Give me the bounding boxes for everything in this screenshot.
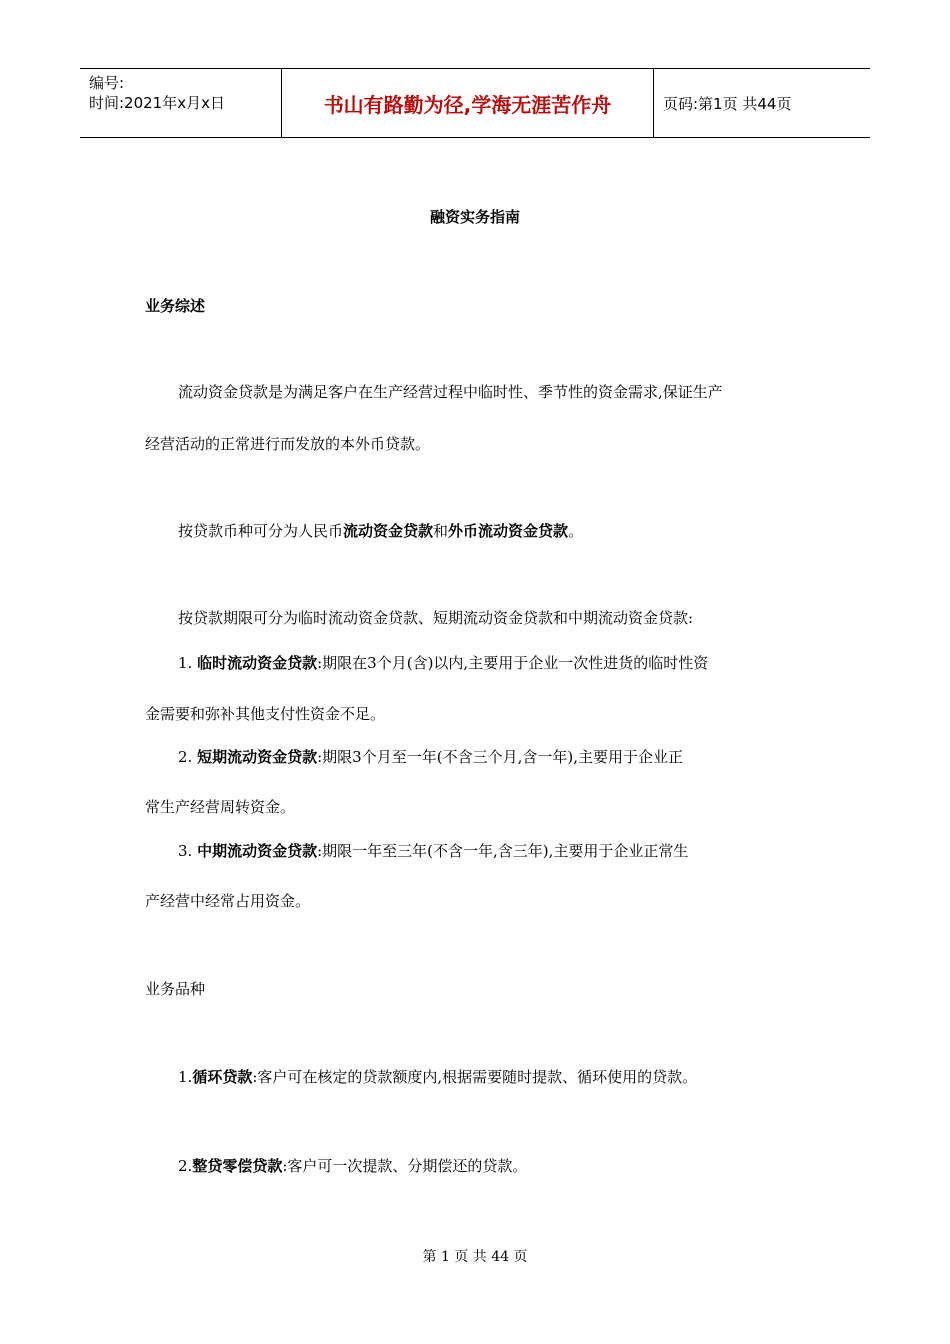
term-classification-intro: 按贷款期限可分为临时流动资金贷款、短期流动资金贷款和中期流动资金贷款: (178, 609, 694, 627)
term-item-1-line1: 1. 临时流动资金贷款:期限在3个月(含)以内,主要用于企业一次性进货的临时性资 (178, 654, 709, 672)
page-header (80, 68, 870, 138)
term-item-3-line2: 产经营中经常占用资金。 (145, 892, 311, 910)
page-footer: 第 1 页 共 44 页 (422, 1249, 528, 1265)
term-item-3-line1: 3. 中期流动资金贷款:期限一年至三年(不含一年,含三年),主要用于企业正常生 (178, 842, 689, 860)
header-left-cell (80, 69, 281, 137)
document-number-label: 编号: (89, 74, 125, 92)
intro-paragraph-line2: 经营活动的正常进行而发放的本外币贷款。 (145, 435, 431, 453)
section-heading-overview: 业务综述 (145, 297, 206, 315)
document-date: 时间:2021年x月x日 (89, 94, 225, 112)
term-item-2-line2: 常生产经营周转资金。 (145, 798, 296, 816)
currency-classification: 按贷款币种可分为人民币流动资金贷款和外币流动资金贷款。 (178, 522, 584, 540)
intro-paragraph-line1: 流动资金贷款是为满足客户在生产经营过程中临时性、季节性的资金需求,保证生产 (178, 383, 723, 401)
variety-item-1: 1.循环贷款:客户可在核定的贷款额度内,根据需要随时提款、循环使用的贷款。 (178, 1068, 698, 1086)
term-item-2-line1: 2. 短期流动资金贷款:期限3个月至一年(不含三个月,含一年),主要用于企业正 (178, 748, 683, 766)
document-title: 融资实务指南 (429, 208, 520, 226)
variety-item-2: 2.整贷零偿贷款:客户可一次提款、分期偿还的贷款。 (178, 1157, 528, 1175)
header-motto: 书山有路勤为径,学海无涯苦作舟 (281, 69, 654, 137)
term-item-1-line2: 金需要和弥补其他支付性资金不足。 (145, 705, 386, 723)
header-page-info: 页码:第1页 共44页 (663, 94, 792, 113)
section-heading-varieties: 业务品种 (145, 980, 206, 998)
